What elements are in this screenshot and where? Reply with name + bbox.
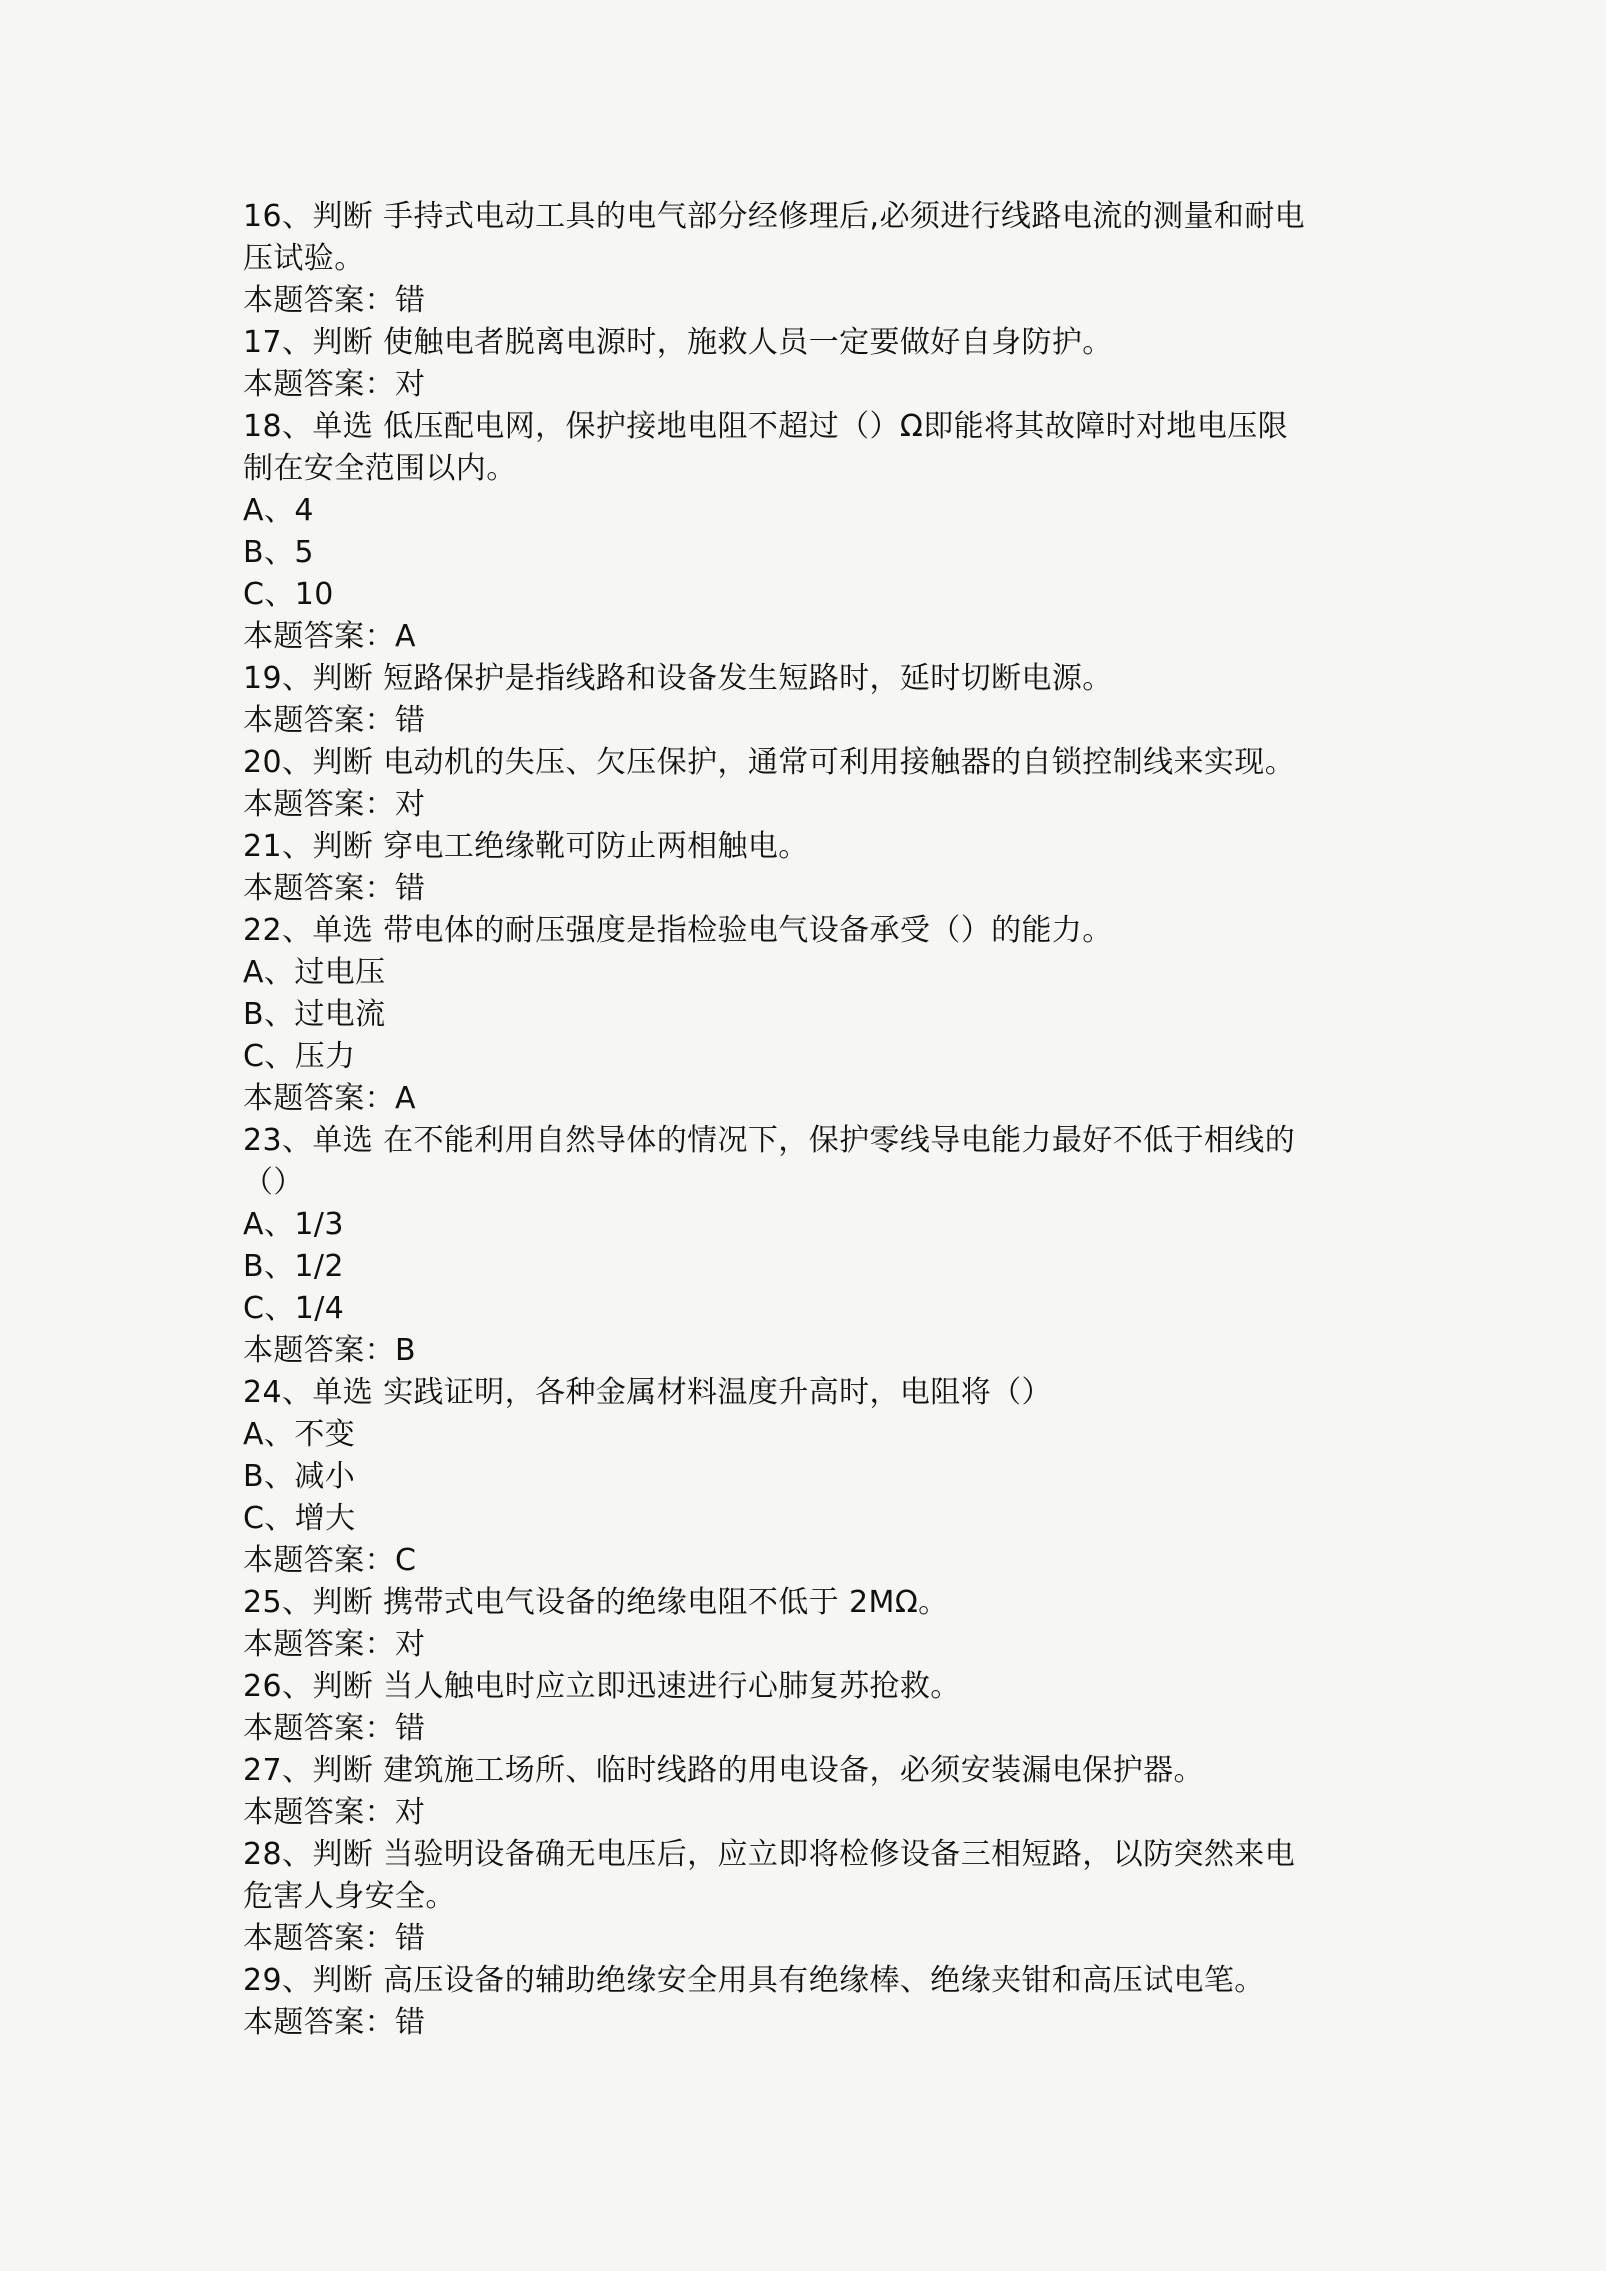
text-line: 27、判断 建筑施工场所、临时线路的用电设备，必须安装漏电保护器。 [243, 1753, 1204, 1788]
text-line: 24、单选 实践证明，各种金属材料温度升高时，电阻将（） [243, 1375, 1052, 1410]
answer-line: 本题答案：错 [243, 1711, 426, 1746]
option-line: B、减小 [243, 1459, 356, 1494]
answer-line: 本题答案：A [243, 619, 416, 654]
answer-line: 本题答案：错 [243, 283, 426, 318]
answer-line: 本题答案：C [243, 1543, 417, 1578]
text-line: 16、判断 手持式电动工具的电气部分经修理后,必须进行线路电流的测量和耐电 [243, 199, 1306, 234]
answer-line: 本题答案：B [243, 1333, 416, 1368]
option-line: C、10 [243, 577, 334, 612]
answer-line: 本题答案：错 [243, 703, 426, 738]
text-line: 20、判断 电动机的失压、欠压保护，通常可利用接触器的自锁控制线来实现。 [243, 745, 1296, 780]
text-line: 19、判断 短路保护是指线路和设备发生短路时，延时切断电源。 [243, 661, 1113, 696]
option-line: B、5 [243, 535, 314, 570]
text-line: 17、判断 使触电者脱离电源时，施救人员一定要做好自身防护。 [243, 325, 1113, 360]
text-line: 25、判断 携带式电气设备的绝缘电阻不低于 2MΩ。 [243, 1585, 949, 1620]
answer-line: 本题答案：对 [243, 1795, 426, 1830]
text-line: 21、判断 穿电工绝缘靴可防止两相触电。 [243, 829, 809, 864]
answer-line: 本题答案：对 [243, 1627, 426, 1662]
answer-line: 本题答案：对 [243, 367, 426, 402]
answer-line: 本题答案：错 [243, 1921, 426, 1956]
answer-line: 本题答案：错 [243, 2005, 426, 2040]
option-line: C、增大 [243, 1501, 356, 1536]
option-line: A、4 [243, 493, 314, 528]
answer-line: 本题答案：错 [243, 871, 426, 906]
option-line: A、不变 [243, 1417, 356, 1452]
text-line: 危害人身安全。 [243, 1879, 456, 1914]
text-line: 23、单选 在不能利用自然导体的情况下，保护零线导电能力最好不低于相线的 [243, 1123, 1296, 1158]
text-line: 26、判断 当人触电时应立即迅速进行心肺复苏抢救。 [243, 1669, 961, 1704]
text-line: 压试验。 [243, 241, 365, 276]
option-line: A、过电压 [243, 955, 386, 990]
option-line: B、过电流 [243, 997, 386, 1032]
text-line: 18、单选 低压配电网，保护接地电阻不超过（）Ω即能将其故障时对地电压限 [243, 409, 1289, 444]
option-line: C、1/4 [243, 1291, 345, 1326]
question-list [243, 196, 1373, 2044]
text-line: 制在安全范围以内。 [243, 451, 517, 486]
text-line: （） [243, 1165, 304, 1200]
text-line: 29、判断 高压设备的辅助绝缘安全用具有绝缘棒、绝缘夹钳和高压试电笔。 [243, 1963, 1265, 1998]
option-line: C、压力 [243, 1039, 356, 1074]
text-line: 28、判断 当验明设备确无电压后，应立即将检修设备三相短路，以防突然来电 [243, 1837, 1296, 1872]
answer-line: 本题答案：对 [243, 787, 426, 822]
option-line: A、1/3 [243, 1207, 344, 1242]
answer-line: 本题答案：A [243, 1081, 416, 1116]
option-line: B、1/2 [243, 1249, 344, 1284]
text-line: 22、单选 带电体的耐压强度是指检验电气设备承受（）的能力。 [243, 913, 1113, 948]
